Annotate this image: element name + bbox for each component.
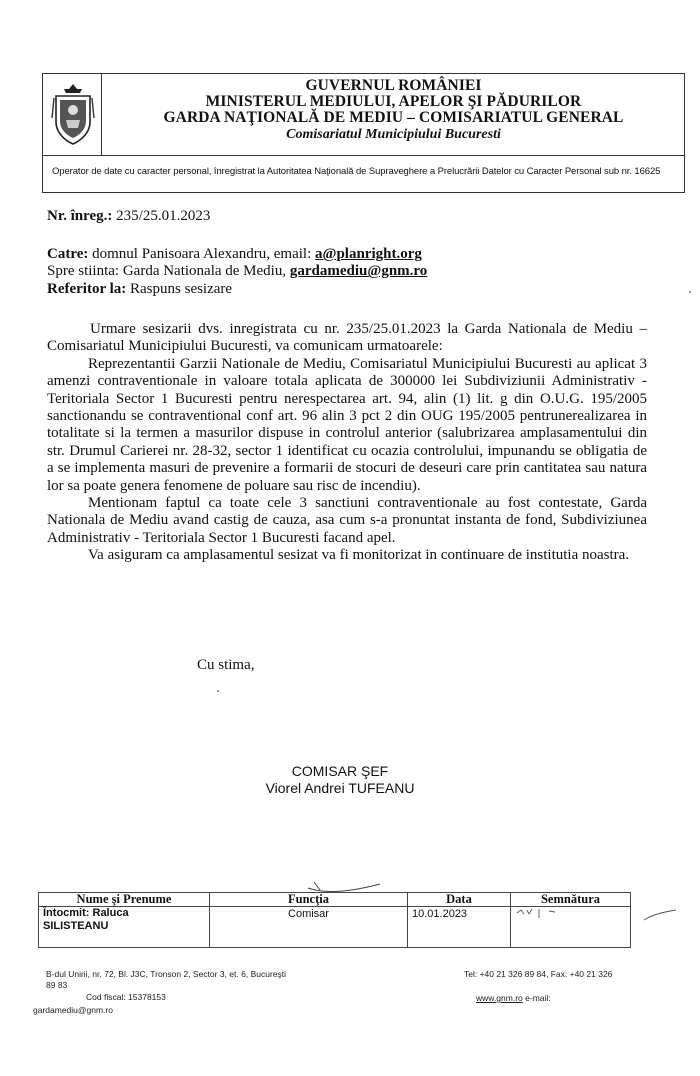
recipient-line: [47, 246, 667, 263]
cc-value: Garda Nationala de Mediu,: [122, 263, 287, 280]
author-line-2: SILISTEANU: [43, 920, 109, 932]
subject-label: Referitor la:: [47, 280, 127, 297]
body-paragraph-3: Mentionam faptul ca toate cele 3 sanctiuni contraventionale au fost contestate, Garda Nationala de Mediu avand castig de cauza, asa cum s-a pronuntat instanta de fond, Subdiviziunea Administrativ - Teritoriala Sector 1 Bucuresti facand apel.: [47, 495, 647, 546]
table-cell-name: [39, 907, 210, 948]
signatory-title: COMISAR ŞEF: [291, 763, 389, 779]
scan-speck: [217, 690, 219, 692]
footer-street: B-dul Unirii, nr. 72, Bl. J3C, Tronson 2, Sector 3, et. 6, Bucureşti: [46, 969, 286, 979]
authorship-table: [38, 892, 631, 948]
agency-title: GARDA NAŢIONALĂ DE MEDIU – COMISARIATUL GENERAL: [163, 109, 624, 126]
subject-value: Raspuns sesizare: [130, 280, 233, 297]
author-date: 10.01.2023: [412, 908, 468, 920]
table-header-signature: Semnătura: [511, 893, 631, 907]
recipient-value: domnul Panisoara Alexandru, email:: [92, 246, 312, 262]
cc-label: Spre stiinta:: [47, 263, 120, 280]
scan-speck: [689, 291, 691, 293]
signature-scribble: [515, 907, 575, 919]
registration-number: [47, 208, 210, 225]
body-paragraph-2: Reprezentantii Garzii Nationale de Mediu, Comisariatul Municipiului Bucuresti au aplicat 3 amenzi contraventionale in valoare totala aplicata de 300000 lei Subdiviziunii Administrativ - Teritoriala Sector 1 Bucuresti pentru nerespectarea art. 94, alin (1) lit. g din O.U.G. 195/2005 sanctionandu se contraventional conf art. 96 alin 3 pct 2 din OUG 195/2005 pentrunerealizarea in totalitate si la termen a masurilor dispuse in controlul anterior (salubrizarea amplasamentului din str. Drumul Carierei nr. 28-32, sector 1 identificat cu ocazia controlului, impunandu se obligatia de a se implementa masuri de prevenire a formarii de stocuri de deseuri care prin cantitatea sau natura lor sa poate genera fenomene de poluare sau risc de incendiu).: [47, 355, 647, 494]
footer-website-link[interactable]: www.gnm.ro: [476, 993, 523, 1003]
cc-line: [47, 263, 667, 280]
recipient-email-link[interactable]: a@planright.org: [315, 246, 422, 262]
letter-body: [47, 321, 647, 565]
footer-email[interactable]: gardamediu@gnm.ro: [33, 1005, 113, 1015]
header-titles: [102, 78, 685, 144]
signatory-block: [240, 763, 440, 797]
registration-label: Nr. înreg.:: [47, 208, 113, 224]
author-function: Comisar: [288, 908, 329, 920]
cc-email-link[interactable]: gardamediu@gnm.ro: [289, 263, 428, 280]
footer-email-label: e-mail:: [525, 993, 551, 1003]
table-header-date: Data: [408, 893, 511, 907]
subject-line: [47, 281, 667, 298]
government-title: GUVERNUL ROMÂNIEI: [305, 77, 482, 94]
body-paragraph-1: Urmare sesizarii dvs. inregistrata cu nr. 235/25.01.2023 la Garda Nationala de Mediu – Comisariatul Municipiului Bucuresti, va comunicam urmatoarele:: [47, 321, 647, 355]
table-header-function: Funcţia: [210, 893, 408, 907]
romanian-coat-of-arms-icon: [50, 80, 96, 146]
body-paragraph-4: Va asiguram ca amplasamentul sesizat va fi monitorizat in continuare de institutia noastra.: [88, 547, 630, 564]
author-line-1: Întocmit: Raluca: [43, 907, 129, 919]
handwritten-stroke: [640, 900, 680, 926]
closing-salutation: Cu stima,: [197, 657, 255, 673]
signatory-name: Viorel Andrei TUFEANU: [265, 780, 415, 796]
addressing-block: [47, 246, 667, 298]
table-cell-function: [210, 907, 408, 948]
commissariat-title: Comisariatul Municipiului Bucuresti: [286, 127, 501, 142]
data-operator-notice: Operator de date cu caracter personal, înregistrat la Autoritatea Naţională de Supraveghere a Prelucrării Datelor cu Caracter Personal sub nr. 16625: [52, 166, 661, 177]
ministry-title: MINISTERUL MEDIULUI, APELOR ŞI PĂDURILOR: [205, 93, 582, 110]
recipient-label: Catre:: [47, 246, 89, 262]
footer-web: [476, 993, 551, 1004]
header-divider: [42, 155, 685, 156]
table-header-row: [39, 893, 631, 907]
table-header-name: Nume şi Prenume: [39, 893, 210, 907]
footer-phone-fax: Tel: +40 21 326 89 84, Fax: +40 21 326: [464, 969, 613, 979]
table-cell-signature: [511, 907, 631, 948]
registration-value: 235/25.01.2023: [116, 208, 211, 224]
footer-postal: 89 83: [46, 980, 68, 990]
footer-fiscal-code: Cod fiscal: 15378153: [86, 992, 166, 1002]
footer-address: [46, 969, 346, 991]
table-cell-date: [408, 907, 511, 948]
table-row: [39, 907, 631, 948]
